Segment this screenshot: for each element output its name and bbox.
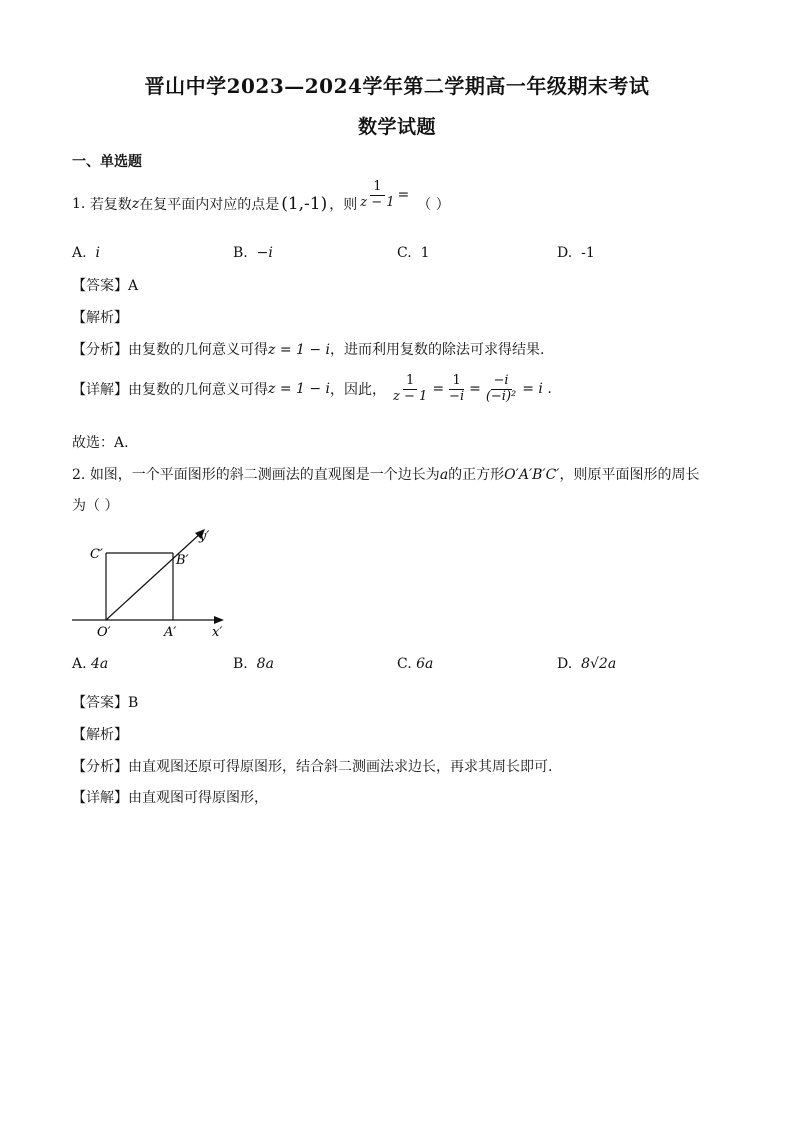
q1-blank: （ ） [417,197,450,213]
q1-xiangjie: 【详解】 由复数的几何意义可得 z = 1 − i ，因此， $\frac{1}{z - 1}$ = $\frac{1}{-i}$ = $\frac{-i}{\text{(−i)²}}$ = i . [72,373,552,404]
section-heading: 一、单选题 [72,154,142,170]
q1-option-c: C. 1 [397,245,430,261]
q1-option-b: B. −i [233,245,273,261]
q1-stem-a: 若复数 [89,197,132,213]
label-a: A′ [164,625,177,640]
q1-var-z: z [131,196,140,212]
q1-fenxi: 【分析】由复数的几何意义可得z = 1 − i，进而利用复数的除法可求得结果. [72,342,545,358]
y-axis [106,532,202,620]
x-axis-arrow [214,616,224,624]
label-b: B′ [176,553,189,568]
q1-option-a: A. i [72,245,100,261]
q1-stem [72,179,450,214]
q2-stem-line2: 为（ ） [72,498,119,514]
q1-eq: = [397,187,410,203]
q2-answer: 【答案】B [72,695,139,711]
q1-fraction: $\frac{1}{z - 1}$ [360,179,395,210]
q1-number: 1. [72,196,86,212]
q1-stem-b: 在复平面内对应的点是 [139,197,280,213]
q2-option-b: B. 8a [233,656,274,672]
q2-option-c: C. 6a [397,656,434,672]
q2-option-a: A. 4a [72,656,109,672]
q1-analysis-tag: 【解析】 [72,310,128,326]
q1-answer: 【答案】A [72,278,139,294]
page-subtitle: 数学试题 [357,116,436,138]
q1-point: (1,-1) [281,194,328,214]
q2-stem-line1: 2. 如图，一个平面图形的斜二测画法的直观图是一个边长为a的正方形O′A′B′C′，则原平面图形的周长 [72,467,700,483]
page-title: 晋山中学2023—2024学年第二学期高一年级期末考试 [144,74,650,98]
q2-figure [64,522,234,646]
q2-option-d: D. 8√2a [557,656,617,672]
label-c: C′ [90,547,103,562]
q1-option-d: D. -1 [557,245,595,261]
q1-stem-c: ，则 [329,197,358,213]
q2-analysis-tag: 【解析】 [72,727,128,743]
label-y: y′ [199,529,210,544]
q1-conclusion: 故选：A. [72,435,129,451]
q2-xiangjie: 【详解】由直观图可得原图形， [72,790,268,806]
q2-fenxi: 【分析】由直观图还原可得原图形，结合斜二测画法求边长，再求其周长即可. [72,759,553,775]
label-o: O′ [97,625,111,640]
label-x: x′ [212,625,223,640]
